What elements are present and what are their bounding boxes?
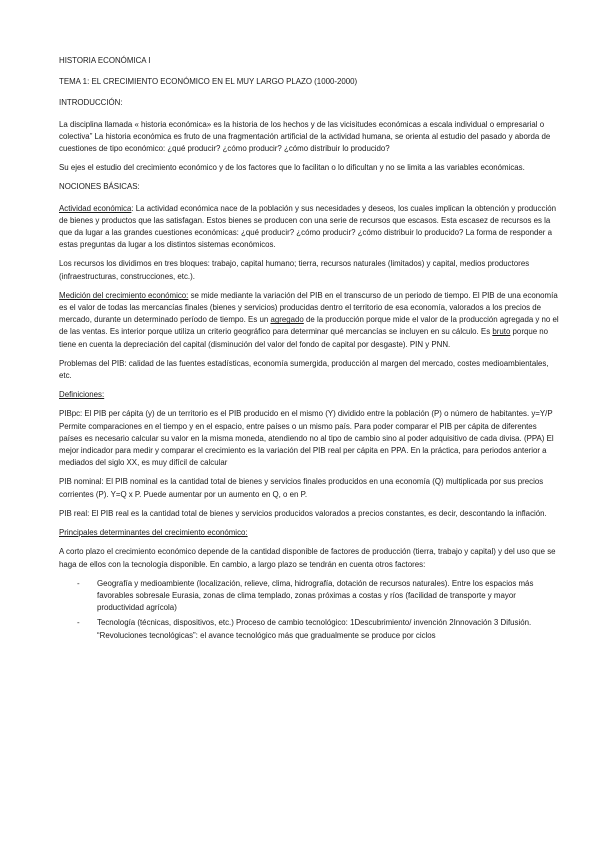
medicion-paragraph <box>59 290 559 351</box>
pib-real-paragraph: PIB real: El PIB real es la cantidad total de bienes y servicios producidos valorados a precios constantes, es decir, descontando la inflación. <box>59 508 547 518</box>
bruto-term: bruto <box>492 327 511 337</box>
document-title: HISTORIA ECONÓMICA I <box>59 56 151 65</box>
medicion-text-c: porque no tiene en cuenta la depreciación del capital (disminución del valor del fondo de capital por desgaste). PIN y PNN. <box>59 327 549 349</box>
medicion-term: Medición del crecimiento económico: <box>59 290 189 300</box>
determinantes-list <box>59 578 559 642</box>
bullet-dash: - <box>77 618 80 628</box>
actividad-term: Actividad económica <box>59 203 132 213</box>
problemas-paragraph: Problemas del PIB: calidad de las fuentes estadísticas, economía sumergida, producción al margen del mercado, costes medioambientales, etc. <box>59 358 549 381</box>
bullet-dash: - <box>77 578 80 588</box>
list-item <box>59 617 559 641</box>
actividad-paragraph <box>59 203 559 252</box>
list-item-text: Geografía y medioambiente (localización, relieve, clima, hidrografía, dotación de recursos naturales). Entre los espacios más favorables sobresale Eurasia, zonas de clima templado, zonas próximas a costas y ríos (facilidad de transporte y mayor productividad agrícola) <box>97 578 534 613</box>
nociones-heading: NOCIONES BÁSICAS: <box>59 182 140 192</box>
list-item-text: Tecnología (técnicas, dispositivos, etc.) Proceso de cambio tecnológico: 1Descubrimiento/ invención 2Innovación 3 Difusión. “Revoluciones tecnológicas”: el avance tecnológico más que gradualmente se produce por ciclos <box>97 618 532 640</box>
recursos-paragraph: Los recursos los dividimos en tres bloques: trabajo, capital humano; tierra, recursos naturales (limitados) y capital, medios productores (infraestructuras, construcciones, etc.). <box>59 259 530 281</box>
agregado-term: agregado <box>270 315 304 325</box>
list-item <box>59 578 559 615</box>
topic-heading: TEMA 1: EL CRECIMIENTO ECONÓMICO EN EL MUY LARGO PLAZO (1000-2000) <box>59 77 358 87</box>
actividad-text: : La actividad económica nace de la población y sus necesidades y deseos, los cuales implican la obtención y producción de bienes y productos que las satisfagan. Estos bienes se producen con una serie de recursos que escasos. Esta escasez de recursos es la que da lugar a las grandes cuestiones económicas: ¿qué producir? ¿cómo producir? ¿cómo distribuir lo producido? La forma de responder a estas preguntas da lugar a los distintos sistemas económicos. <box>59 203 556 250</box>
medicion-text-a: se mide mediante la variación del PIB en el transcurso de un periodo de tiempo. El PIB de una economía es el valor de todas las mercancías finales (bienes y servicios) producidas dentro el territorio de esa economía, valorados a los precios de mercado, durante un determinado período de tiempo. Es un <box>59 290 558 325</box>
definiciones-heading: Definiciones: <box>59 390 105 400</box>
intro-heading: INTRODUCCIÓN: <box>59 98 123 108</box>
pibpc-paragraph: PIBpc: El PIB per cápita (y) de un territorio es el PIB producido en el mismo (Y) dividido entre la población (P) o número de habitantes. y=Y/P Permite comparaciones en el tiempo y en el espacio, entre países o un mismo país. Para poder comparar el PIB per cápita de diferentes países es necesario calcular su valor en la misma moneda, atendiendo no al tipo de cambio sino al poder adquisitivo de cada divisa. (PPA) El mejor indicador para medir y comparar el crecimiento es la variación del PIB real per cápita en PPA. En la práctica, para periodos anterior a mediados del siglo XX, es muy difícil de calcular <box>59 409 554 468</box>
determinantes-heading: Principales determinantes del crecimiento económico: <box>59 528 248 538</box>
intro-paragraph-2: Su ejes el estudio del crecimiento económico y de los factores que lo facilitan o lo dificultan y no se limita a las variables económicas. <box>59 163 525 173</box>
medicion-text-b: de la producción porque mide el valor de la producción agregada y no el de las ventas. Es interior porque utiliza un criterio geográfico para determinar qué mercancías se incluyen en su cálculo. Es <box>59 315 559 337</box>
pib-nominal-paragraph: PIB nominal: El PIB nominal es la cantidad total de bienes y servicios finales producidos en una economía (Q) multiplicada por sus precios corrientes (P). Y=Q x P. Puede aumentar por un aumento en Q, o en P. <box>59 477 544 499</box>
determinantes-paragraph: A corto plazo el crecimiento económico depende de la cantidad disponible de factores de producción (tierra, trabajo y capital) y del uso que se haga de ellos con la tecnología disponible. En cambio, a largo plazo se tendrán en cuenta otros factores: <box>59 547 556 569</box>
intro-paragraph-1: La disciplina llamada « historia económica» es la historia de los hechos y de las vicisitudes económicas a escala individual o empresarial o colectiva” La historia económica es fruto de una fragmentación artificial de la actividad humana, se orienta al estudio del pasado y aborda de cuestiones de tipo económico: ¿qué producir? ¿cómo producir? ¿cómo distribuir lo producido? <box>59 119 551 154</box>
